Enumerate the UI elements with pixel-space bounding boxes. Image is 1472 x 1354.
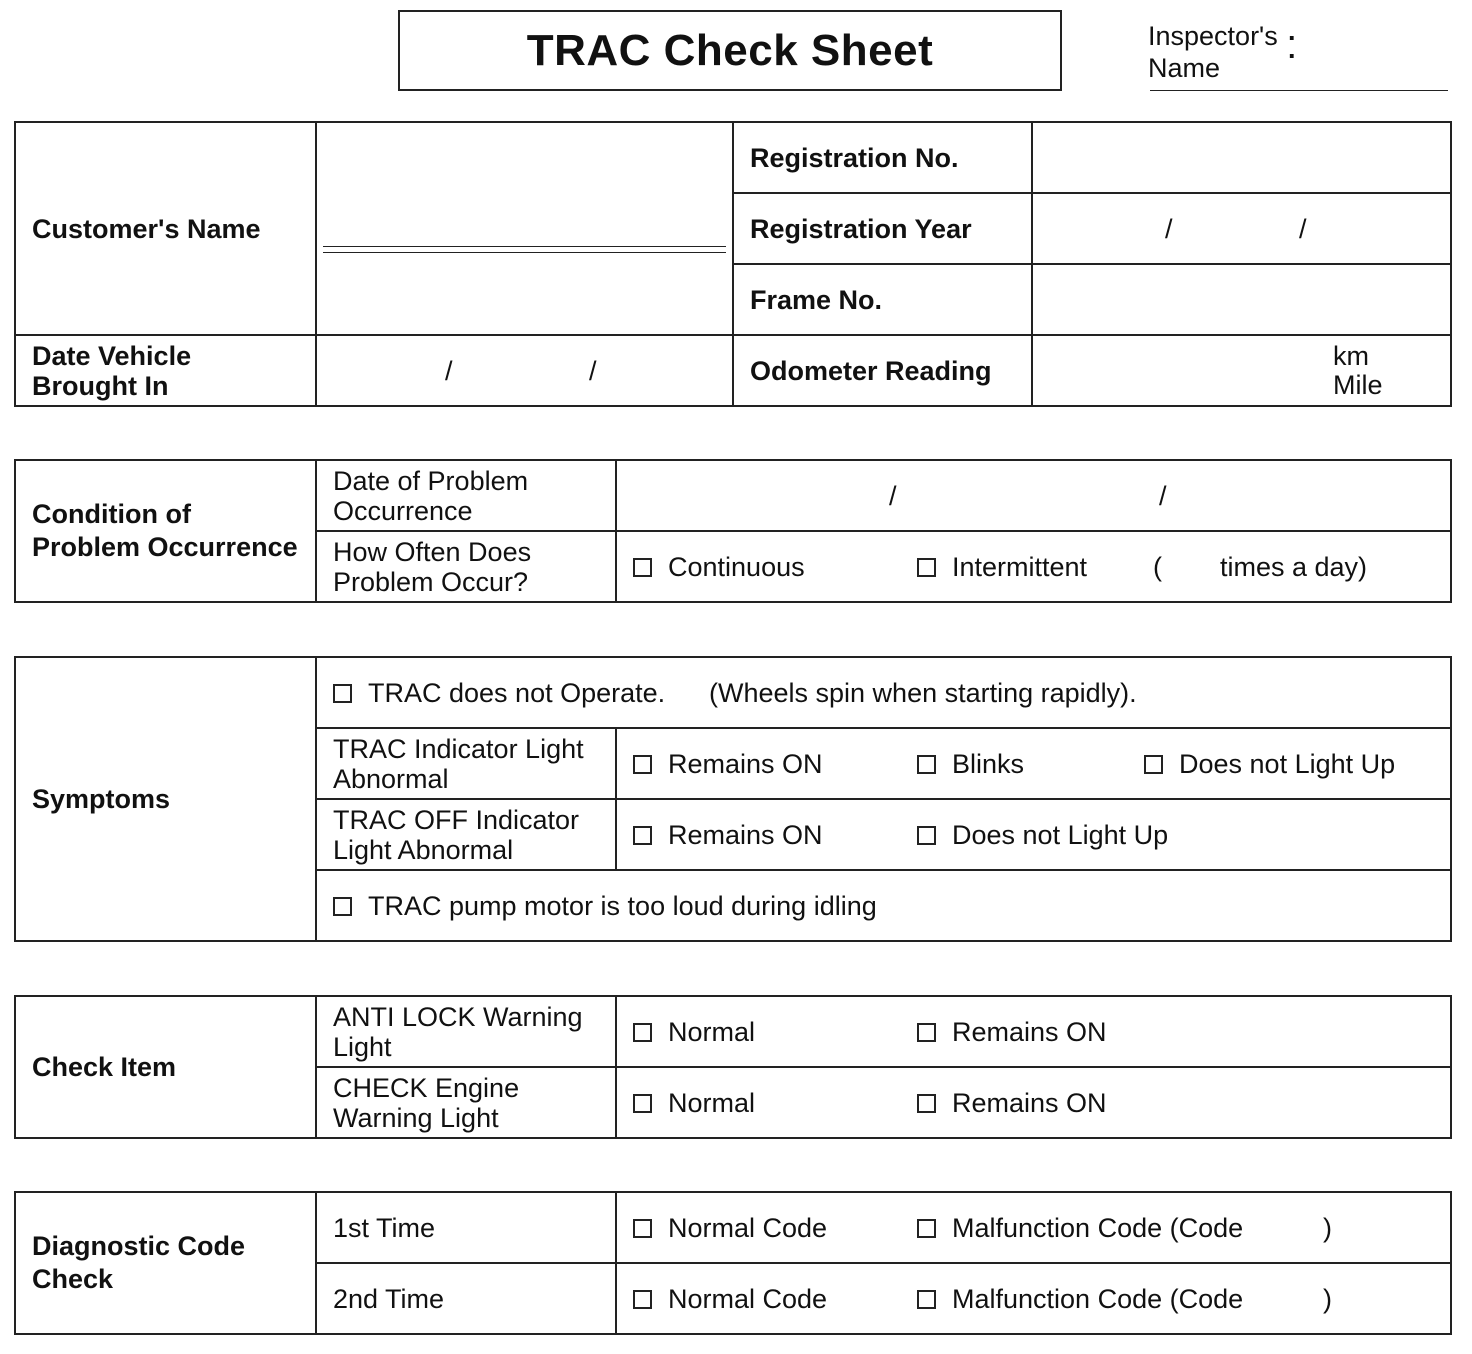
normal-code-option[interactable]: Normal Code xyxy=(633,1213,827,1243)
registration-no-label: Registration No. xyxy=(733,122,1032,193)
customer-name-divider xyxy=(323,246,726,253)
trac-off-indicator-label: TRAC OFF Indicator Light Abnormal xyxy=(316,799,616,870)
anti-lock-label: ANTI LOCK Warning Light xyxy=(316,996,616,1067)
check-item-section-label: Check Item xyxy=(15,996,316,1138)
how-often-options xyxy=(616,531,1451,602)
trac-not-operate-row xyxy=(316,657,1451,728)
registration-no-field[interactable] xyxy=(1032,122,1451,193)
trac-off-indicator-options xyxy=(616,799,1451,870)
diagnostic-table xyxy=(14,1191,1452,1335)
checkbox[interactable] xyxy=(917,1219,936,1238)
checkbox[interactable] xyxy=(633,1219,652,1238)
checkbox[interactable] xyxy=(917,1023,936,1042)
trac-indicator-options xyxy=(616,728,1451,799)
checkbox[interactable] xyxy=(333,684,352,703)
trac-indicator-label: TRAC Indicator Light Abnormal xyxy=(316,728,616,799)
trac-not-operate-note: (Wheels spin when starting rapidly). xyxy=(709,677,1137,708)
second-time-options xyxy=(616,1263,1451,1334)
check-item-table xyxy=(14,995,1452,1139)
normal-option[interactable]: Normal xyxy=(633,1088,755,1118)
checkbox[interactable] xyxy=(917,558,936,577)
checkbox[interactable] xyxy=(633,826,652,845)
registration-year-label: Registration Year xyxy=(733,193,1032,264)
normal-option[interactable]: Normal xyxy=(633,1017,755,1047)
anti-lock-options xyxy=(616,996,1451,1067)
registration-year-field[interactable] xyxy=(1032,193,1451,264)
does-not-light-up-option[interactable]: Does not Light Up xyxy=(1144,749,1395,779)
frame-no-label: Frame No. xyxy=(733,264,1032,335)
odometer-label: Odometer Reading xyxy=(733,335,1032,406)
symptoms-table xyxy=(14,656,1452,942)
inspector-label-line2: Name xyxy=(1148,53,1221,83)
does-not-light-up-option[interactable]: Does not Light Up xyxy=(917,820,1168,850)
odometer-field[interactable] xyxy=(1032,335,1451,406)
checkbox[interactable] xyxy=(917,1290,936,1309)
frame-no-field[interactable] xyxy=(1032,264,1451,335)
remains-on-option[interactable]: Remains ON xyxy=(633,820,823,850)
second-time-label: 2nd Time xyxy=(316,1263,616,1334)
date-separator: / xyxy=(889,480,897,511)
remains-on-option[interactable]: Remains ON xyxy=(917,1088,1107,1118)
checkbox[interactable] xyxy=(917,755,936,774)
continuous-option[interactable]: Continuous xyxy=(633,552,805,582)
checkbox[interactable] xyxy=(917,1094,936,1113)
checkbox[interactable] xyxy=(1144,755,1163,774)
normal-code-option[interactable]: Normal Code xyxy=(633,1284,827,1314)
condition-table xyxy=(14,459,1452,603)
checkbox[interactable] xyxy=(633,1023,652,1042)
page-title: TRAC Check Sheet xyxy=(526,25,934,75)
inspector-label-line1: Inspector's xyxy=(1148,21,1278,51)
checkbox[interactable] xyxy=(633,755,652,774)
symptoms-section-label: Symptoms xyxy=(15,657,316,941)
open-paren: ( xyxy=(1153,551,1162,582)
customer-name-field[interactable] xyxy=(316,122,733,335)
date-of-problem-label: Date of Problem Occurrence xyxy=(316,460,616,531)
close-paren: ) xyxy=(1323,1212,1332,1243)
inspector-name-field[interactable] xyxy=(1150,90,1448,91)
checkbox[interactable] xyxy=(917,826,936,845)
check-engine-options xyxy=(616,1067,1451,1138)
odometer-unit-mile: Mile xyxy=(1333,370,1383,400)
vehicle-info-table xyxy=(14,121,1452,407)
first-time-options xyxy=(616,1192,1451,1263)
date-separator: / xyxy=(1159,480,1167,511)
times-a-day-text: times a day) xyxy=(1220,551,1368,582)
condition-section-label: Condition of Problem Occurrence xyxy=(15,460,316,602)
date-separator: / xyxy=(1165,213,1173,244)
checkbox[interactable] xyxy=(333,897,352,916)
first-time-label: 1st Time xyxy=(316,1192,616,1263)
pump-loud-option[interactable]: TRAC pump motor is too loud during idling xyxy=(333,891,877,921)
malfunction-code-option[interactable]: Malfunction Code (Code xyxy=(917,1213,1243,1243)
check-engine-label: CHECK Engine Warning Light xyxy=(316,1067,616,1138)
remains-on-option[interactable]: Remains ON xyxy=(917,1017,1107,1047)
intermittent-option[interactable]: Intermittent xyxy=(917,552,1087,582)
date-of-problem-field[interactable] xyxy=(616,460,1451,531)
date-brought-in-field[interactable] xyxy=(316,335,733,406)
checkbox[interactable] xyxy=(633,558,652,577)
blinks-option[interactable]: Blinks xyxy=(917,749,1024,779)
trac-not-operate-option[interactable]: TRAC does not Operate. xyxy=(333,678,665,708)
close-paren: ) xyxy=(1323,1283,1332,1314)
date-separator: / xyxy=(589,355,597,386)
how-often-label: How Often Does Problem Occur? xyxy=(316,531,616,602)
malfunction-code-option[interactable]: Malfunction Code (Code xyxy=(917,1284,1243,1314)
date-separator: / xyxy=(445,355,453,386)
checkbox[interactable] xyxy=(633,1094,652,1113)
inspector-colon: . . xyxy=(1288,16,1296,64)
inspector-name-label xyxy=(1148,20,1278,84)
remains-on-option[interactable]: Remains ON xyxy=(633,749,823,779)
checkbox[interactable] xyxy=(633,1290,652,1309)
date-separator: / xyxy=(1299,213,1307,244)
odometer-unit-km: km xyxy=(1333,341,1369,371)
date-brought-in-label: Date Vehicle Brought In xyxy=(15,335,316,406)
customer-name-label: Customer's Name xyxy=(15,122,316,335)
pump-loud-row xyxy=(316,870,1451,941)
diagnostic-section-label: Diagnostic Code Check xyxy=(15,1192,316,1334)
title-box xyxy=(398,10,1062,91)
